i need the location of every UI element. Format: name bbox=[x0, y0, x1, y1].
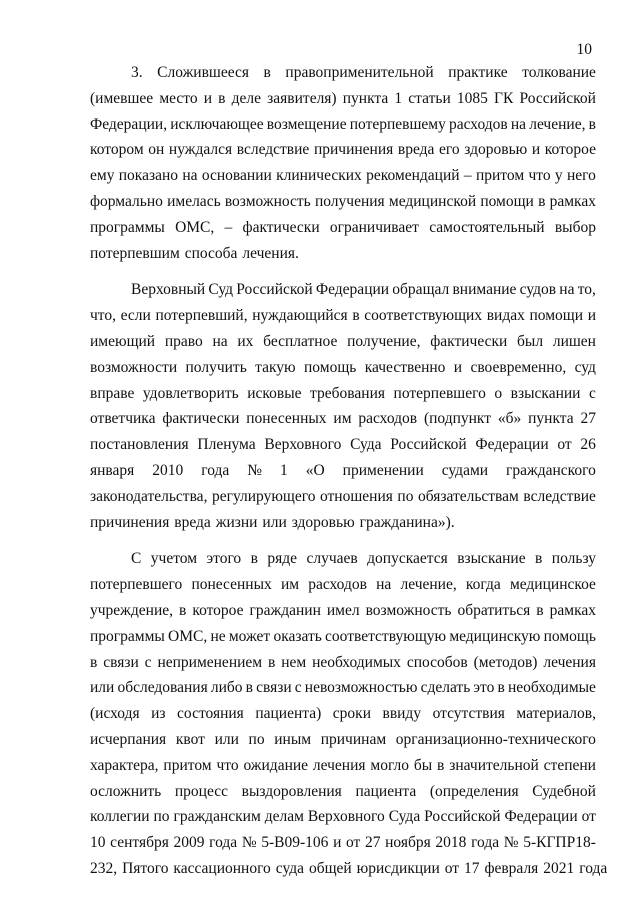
document-body bbox=[90, 60, 608, 882]
text-line: ему показано на основании клинических рекомендаций – притом что у него bbox=[90, 167, 596, 185]
paragraph-gap bbox=[90, 535, 596, 546]
text-line: потерпевшим способа лечения. bbox=[90, 244, 299, 262]
text-line: января 2010 года № 1 «О применении судами гражданского bbox=[90, 461, 596, 479]
text-line: С учетом этого в ряде случаев допускается взыскание в пользу bbox=[131, 550, 596, 568]
text-line: 10 сентября 2009 года № 5-В09-106 и от 27 ноября 2018 года № 5-КГПР18- bbox=[90, 834, 596, 852]
text-line: ответчика фактически понесенных им расходов (подпункт «б» пункта 27 bbox=[90, 410, 596, 428]
paragraph bbox=[90, 60, 596, 266]
text-line: в связи с неприменением в нем необходимых способов (методов) лечения bbox=[90, 653, 596, 671]
text-line: Верховный Суд Российской Федерации обращал внимание судов на то, bbox=[131, 281, 596, 299]
text-line: постановления Пленума Верховного Суда Российской Федерации от 26 bbox=[90, 436, 596, 454]
paragraph bbox=[90, 546, 608, 881]
text-line: (имевшее место и в деле заявителя) пункта 1 статьи 1085 ГК Российской bbox=[90, 89, 596, 107]
text-line: программы ОМС, – фактически ограничивает самостоятельный выбор bbox=[90, 218, 596, 236]
page-number: 10 bbox=[576, 41, 592, 58]
text-line: программы ОМС, не может оказать соответствующую медицинскую помощь bbox=[90, 627, 596, 645]
text-line: исчерпания квот или по иным причинам организационно-технического bbox=[90, 730, 596, 748]
text-line: Федерации, исключающее возмещение потерпевшему расходов на лечение, в bbox=[90, 115, 596, 133]
text-line: что, если потерпевший, нуждающийся в соответствующих видах помощи и bbox=[90, 307, 596, 325]
text-line: причинения вреда жизни или здоровью гражданина»). bbox=[90, 513, 455, 531]
text-line: характера, притом что ожидание лечения могло бы в значительной степени bbox=[90, 756, 596, 774]
text-line: потерпевшего понесенных им расходов на лечение, когда медицинское bbox=[90, 576, 596, 594]
text-line: 232, Пятого кассационного суда общей юрисдикции от 17 февраля 2021 года bbox=[90, 859, 608, 877]
text-line: возможности получить такую помощь качественно и своевременно, суд bbox=[90, 358, 596, 376]
text-line: котором он нуждался вследствие причинения вреда его здоровью и которое bbox=[90, 141, 596, 159]
text-line: вправе удовлетворить исковые требования потерпевшего о взыскании с bbox=[90, 384, 596, 402]
text-line: (исходя из состояния пациента) сроки ввиду отсутствия материалов, bbox=[90, 705, 596, 723]
text-line: коллегии по гражданским делам Верховного Суда Российской Федерации от bbox=[90, 808, 596, 826]
paragraph bbox=[90, 277, 596, 535]
text-line: или обследования либо в связи с невозможностью сделать это в необходимые bbox=[90, 679, 596, 697]
text-line: законодательства, регулирующего отношения по обязательствам вследствие bbox=[90, 487, 596, 505]
paragraph-gap bbox=[90, 266, 596, 277]
text-line: имеющий право на их бесплатное получение, фактически был лишен bbox=[90, 332, 596, 350]
text-line: учреждение, в которое гражданин имел возможность обратиться в рамках bbox=[90, 601, 596, 619]
text-line: осложнить процесс выздоровления пациента (определения Судебной bbox=[90, 782, 596, 800]
text-line: формально имелась возможность получения медицинской помощи в рамках bbox=[90, 192, 596, 210]
text-line: 3. Сложившееся в правоприменительной практике толкование bbox=[131, 64, 596, 81]
